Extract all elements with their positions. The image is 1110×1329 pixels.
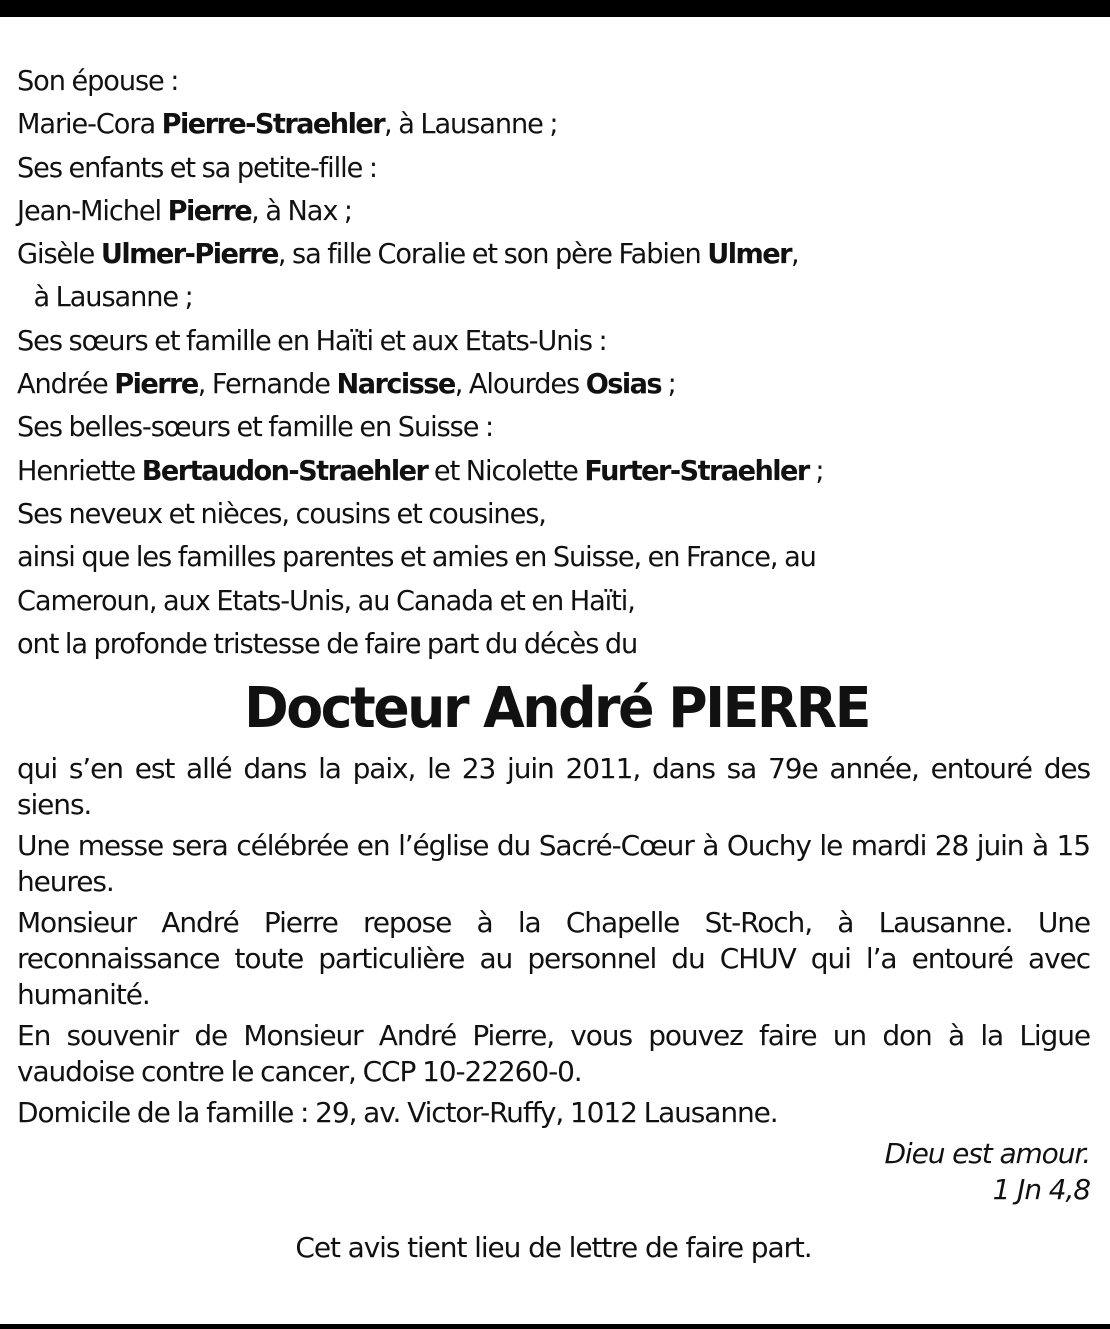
- obituary-notice: [17, 59, 1090, 1266]
- children-heading: Ses enfants et sa petite-fille :: [17, 150, 377, 184]
- inlaw-surname: Furter-Straehler: [584, 453, 809, 487]
- bottom-rule: [0, 1324, 1110, 1329]
- mass-paragraph: Une messe sera célébrée en l’église du Sacré-Cœur à Ouchy le mardi 28 juin à 15 heures.: [17, 829, 1090, 899]
- relatives-line-3: Cameroun, aux Etats-Unis, au Canada et en Haïti,: [17, 583, 635, 617]
- footer-note: Cet avis tient lieu de lettre de faire part.: [295, 1231, 812, 1265]
- sisters-line: Andrée Pierre, Fernande Narcisse, Alourdes Osias ;: [17, 367, 676, 401]
- donation-paragraph: En souvenir de Monsieur André Pierre, vous pouvez faire un don à la Ligue vaudoise contre le cancer, CCP 10-22260-0.: [17, 1019, 1090, 1089]
- relatives-line-1: Ses neveux et nièces, cousins et cousines,: [17, 496, 546, 530]
- relatives-line-2: ainsi que les familles parentes et amies en Suisse, en France, au: [17, 540, 816, 574]
- spouse-line: Marie-Cora Pierre-Straehler, à Lausanne ;: [17, 107, 558, 141]
- rest-thanks-paragraph: Monsieur André Pierre repose à la Chapelle St-Roch, à Lausanne. Une reconnaissance toute particulière au personnel du CHUV qui l’a entouré avec humanité.: [17, 906, 1090, 1012]
- sister-surname: Osias: [585, 367, 662, 401]
- sister-surname: Narcisse: [336, 367, 455, 401]
- verse-reference: 1 Jn 4,8: [992, 1173, 1090, 1207]
- child-line-1: Jean-Michel Pierre, à Nax ;: [17, 193, 353, 227]
- passing-paragraph: qui s’en est allé dans la paix, le 23 juin 2011, dans sa 79e année, entouré des siens.: [17, 752, 1090, 822]
- spouse-heading: Son épouse :: [17, 64, 179, 97]
- deceased-name: Docteur André PIERRE: [244, 676, 869, 742]
- child-surname: Ulmer: [707, 237, 791, 271]
- child-surname: Pierre: [167, 193, 252, 227]
- announcement-line: ont la profonde tristesse de faire part du décès du: [17, 626, 638, 660]
- spouse-surname: Pierre-Straehler: [161, 107, 385, 141]
- child-line-2: Gisèle Ulmer-Pierre, sa fille Coralie et son père Fabien Ulmer,: [17, 237, 799, 271]
- sisters-heading: Ses sœurs et famille en Haïti et aux Etats-Unis :: [17, 323, 607, 357]
- inlaws-heading: Ses belles-sœurs et famille en Suisse :: [17, 410, 494, 444]
- child-surname: Ulmer-Pierre: [100, 237, 278, 271]
- inlaw-surname: Bertaudon-Straehler: [141, 453, 428, 487]
- sister-surname: Pierre: [114, 367, 198, 401]
- verse-text: Dieu est amour.: [884, 1137, 1090, 1171]
- top-rule: [0, 0, 1110, 17]
- inlaws-line: Henriette Bertaudon-Straehler et Nicolette Furter-Straehler ;: [17, 453, 824, 487]
- child-line-2-place: à Lausanne ;: [33, 280, 193, 314]
- address-paragraph: Domicile de la famille : 29, av. Victor-Ruffy, 1012 Lausanne.: [17, 1096, 778, 1130]
